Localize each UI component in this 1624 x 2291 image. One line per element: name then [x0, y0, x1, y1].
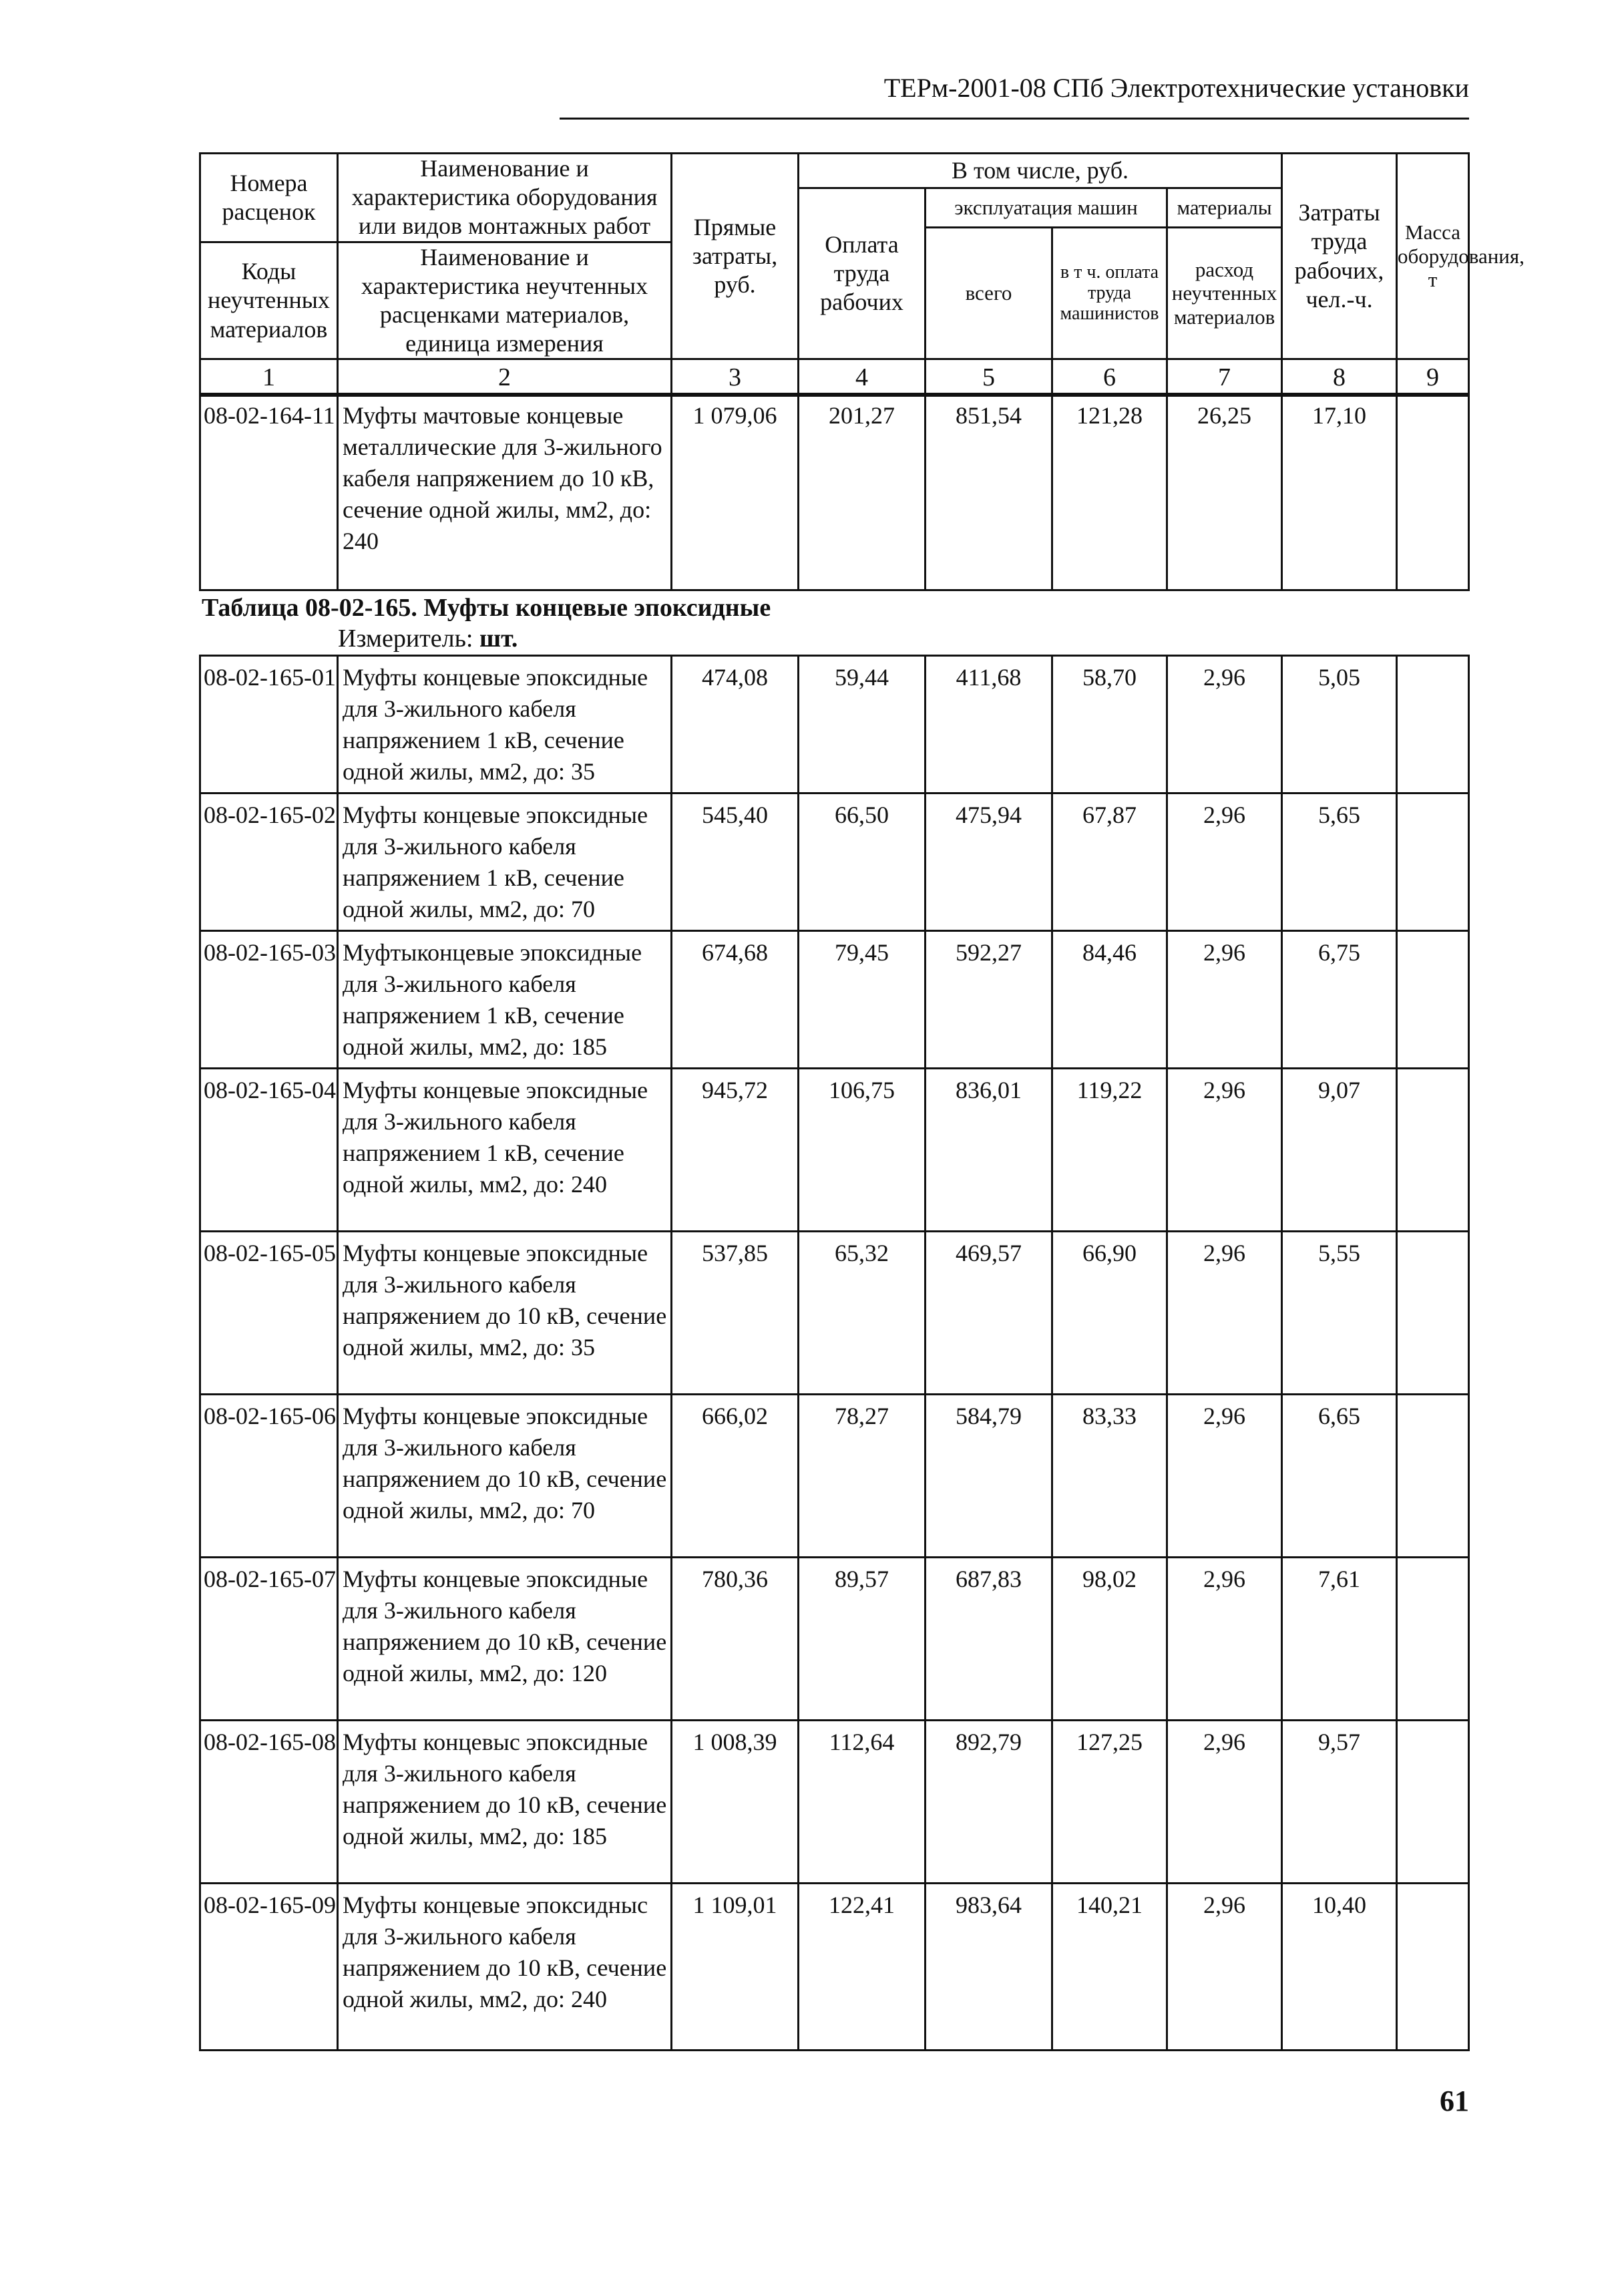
- row-code: 08-02-165-09: [200, 1884, 338, 2051]
- row-name: Муфты концевые эпоксидные для 3-жильного кабеля напряжением до 10 кВ, сечение одной жилы, мм2, до: 35: [338, 1232, 672, 1395]
- row-mass: [1397, 1884, 1469, 2051]
- row-machines-total: 592,27: [926, 931, 1052, 1069]
- table-caption: Таблица 08-02-165. Муфты концевые эпоксидные: [202, 594, 771, 622]
- row-direct-cost: 666,02: [672, 1395, 799, 1558]
- row-labor-pay: 66,50: [799, 794, 926, 931]
- row-code: 08-02-165-07: [200, 1558, 338, 1721]
- column-number: 2: [338, 359, 672, 396]
- row-machines-total: 836,01: [926, 1069, 1052, 1232]
- row-mass: [1397, 1395, 1469, 1558]
- row-name: Муфтыконцевые эпоксидные для 3-жильного кабеля напряжением 1 кВ, сечение одной жилы, мм2, до: 185: [338, 931, 672, 1069]
- row-machinists-pay: 127,25: [1052, 1721, 1167, 1884]
- row-labor-pay: 59,44: [799, 656, 926, 794]
- row-labor-hours: 6,65: [1282, 1395, 1397, 1558]
- column-number: 8: [1282, 359, 1397, 396]
- row-labor-pay: 79,45: [799, 931, 926, 1069]
- running-title: ТЕРм-2001-08 СПб Электротехнические установки: [883, 73, 1469, 103]
- row-labor-pay: 112,64: [799, 1721, 926, 1884]
- row-labor-hours: 5,55: [1282, 1232, 1397, 1395]
- row-labor-hours: 9,07: [1282, 1069, 1397, 1232]
- row-labor-hours: 5,65: [1282, 794, 1397, 931]
- row-direct-cost: 545,40: [672, 794, 799, 931]
- row-code: 08-02-165-05: [200, 1232, 338, 1395]
- column-number: 6: [1052, 359, 1167, 396]
- row-machinists-pay: 66,90: [1052, 1232, 1167, 1395]
- row-materials: 2,96: [1167, 1721, 1282, 1884]
- row-labor-pay: 122,41: [799, 1884, 926, 2051]
- page-number: 61: [1440, 2085, 1469, 2117]
- header-col9: Масса оборудования, т: [1397, 154, 1469, 359]
- row-name: Муфты концевыс эпоксидные для 3-жильного кабеля напряжением до 10 кВ, сечение одной жилы, мм2, до: 185: [338, 1721, 672, 1884]
- header-col1-bottom: Коды неучтенных материалов: [200, 242, 338, 359]
- row-name: Муфты концевые эпоксидные для 3-жильного кабеля напряжением 1 кВ, сечение одной жилы, мм2, до: 35: [338, 656, 672, 794]
- row-machines-total: 584,79: [926, 1395, 1052, 1558]
- row-mass: [1397, 1069, 1469, 1232]
- column-number: 7: [1167, 359, 1282, 396]
- row-labor-pay: 89,57: [799, 1558, 926, 1721]
- row-machines-total: 411,68: [926, 656, 1052, 794]
- row-machinists-pay: 58,70: [1052, 656, 1167, 794]
- row-machinists-pay: 83,33: [1052, 1395, 1167, 1558]
- row-code: 08-02-165-08: [200, 1721, 338, 1884]
- row-machines-total: 892,79: [926, 1721, 1052, 1884]
- row-machines-total: 851,54: [926, 394, 1052, 590]
- row-machinists-pay: 119,22: [1052, 1069, 1167, 1232]
- row-machinists-pay: 67,87: [1052, 794, 1167, 931]
- table-row: [200, 931, 1469, 1069]
- row-machinists-pay: 121,28: [1052, 394, 1167, 590]
- row-materials: 2,96: [1167, 1884, 1282, 2051]
- column-number: 9: [1397, 359, 1469, 396]
- meter-unit: шт.: [479, 625, 518, 653]
- row-mass: [1397, 931, 1469, 1069]
- table-row: [200, 1069, 1469, 1232]
- row-machines-total: 983,64: [926, 1884, 1052, 2051]
- row-machines-total: 469,57: [926, 1232, 1052, 1395]
- row-direct-cost: 674,68: [672, 931, 799, 1069]
- row-code: 08-02-165-02: [200, 794, 338, 931]
- row-mass: [1397, 794, 1469, 931]
- row-machinists-pay: 98,02: [1052, 1558, 1167, 1721]
- table-row: [200, 1721, 1469, 1884]
- row-direct-cost: 537,85: [672, 1232, 799, 1395]
- table-row: [200, 656, 1469, 794]
- table-row: [200, 1558, 1469, 1721]
- table-row: [200, 394, 1469, 590]
- row-mass: [1397, 656, 1469, 794]
- row-name: Муфты концевые эпоксидные для 3-жильного кабеля напряжением до 10 кВ, сечение одной жилы, мм2, до: 70: [338, 1395, 672, 1558]
- row-labor-pay: 65,32: [799, 1232, 926, 1395]
- row-code: 08-02-165-06: [200, 1395, 338, 1558]
- header-col2-top: Наименование и характеристика оборудования или видов монтажных работ: [338, 154, 672, 242]
- header-col4: Оплата труда рабочих: [799, 188, 926, 359]
- row-direct-cost: 1 079,06: [672, 394, 799, 590]
- header-col2-bottom: Наименование и характеристика неучтенных расценками материалов, единица измерения: [338, 242, 672, 359]
- column-number: 1: [200, 359, 338, 396]
- table-row: [200, 1884, 1469, 2051]
- header-materials-group: материалы: [1167, 188, 1282, 228]
- header-col8: Затраты труда рабочих, чел.-ч.: [1282, 154, 1397, 359]
- meter-line: [338, 624, 518, 653]
- row-materials: 2,96: [1167, 1069, 1282, 1232]
- row-labor-hours: 6,75: [1282, 931, 1397, 1069]
- row-materials: 2,96: [1167, 1395, 1282, 1558]
- table-08-02-164-rows: [199, 393, 1470, 591]
- row-labor-hours: 5,05: [1282, 656, 1397, 794]
- table-row: [200, 794, 1469, 931]
- row-name: Муфты концевые эпоксидные для 3-жильного кабеля напряжением 1 кВ, сечение одной жилы, мм2, до: 70: [338, 794, 672, 931]
- row-direct-cost: 474,08: [672, 656, 799, 794]
- row-labor-hours: 9,57: [1282, 1721, 1397, 1884]
- header-col6: в т ч. оплата труда машинистов: [1052, 228, 1167, 359]
- row-materials: 2,96: [1167, 931, 1282, 1069]
- header-rule: [560, 118, 1469, 120]
- header-group-title: В том числе, руб.: [799, 154, 1282, 188]
- row-mass: [1397, 1232, 1469, 1395]
- row-labor-pay: 106,75: [799, 1069, 926, 1232]
- header-col3: Прямые затраты, руб.: [672, 154, 799, 359]
- row-machines-total: 687,83: [926, 1558, 1052, 1721]
- row-direct-cost: 1 008,39: [672, 1721, 799, 1884]
- row-code: 08-02-165-04: [200, 1069, 338, 1232]
- row-labor-pay: 78,27: [799, 1395, 926, 1558]
- header-col1-top: Номера расценок: [200, 154, 338, 242]
- row-code: 08-02-165-01: [200, 656, 338, 794]
- row-materials: 2,96: [1167, 1558, 1282, 1721]
- table-08-02-165-rows: [199, 655, 1470, 2051]
- row-mass: [1397, 1721, 1469, 1884]
- row-mass: [1397, 1558, 1469, 1721]
- table-header: [199, 152, 1525, 397]
- row-machinists-pay: 140,21: [1052, 1884, 1167, 2051]
- row-labor-hours: 10,40: [1282, 1884, 1397, 2051]
- column-number: 4: [799, 359, 926, 396]
- header-machines-group: эксплуатация машин: [926, 188, 1167, 228]
- row-labor-pay: 201,27: [799, 394, 926, 590]
- row-name: Муфты мачтовые концевые металлические для 3-жильного кабеля напряжением до 10 кВ, сечение одной жилы, мм2, до: 240: [338, 394, 672, 590]
- row-machines-total: 475,94: [926, 794, 1052, 931]
- row-materials: 2,96: [1167, 656, 1282, 794]
- row-code: 08-02-164-11: [200, 394, 338, 590]
- row-direct-cost: 1 109,01: [672, 1884, 799, 2051]
- row-materials: 26,25: [1167, 394, 1282, 590]
- row-materials: 2,96: [1167, 794, 1282, 931]
- header-col7: расход неучтенных материалов: [1167, 228, 1282, 359]
- row-direct-cost: 780,36: [672, 1558, 799, 1721]
- row-name: Муфты концевые эпоксидныс для 3-жильного кабеля напряжением до 10 кВ, сечение одной жилы, мм2, до: 240: [338, 1884, 672, 2051]
- row-name: Муфты концевые эпоксидные для 3-жильного кабеля напряжением 1 кВ, сечение одной жилы, мм2, до: 240: [338, 1069, 672, 1232]
- row-labor-hours: 7,61: [1282, 1558, 1397, 1721]
- table-row: [200, 1232, 1469, 1395]
- header-col5: всего: [926, 228, 1052, 359]
- meter-label: Измеритель:: [338, 625, 473, 653]
- row-materials: 2,96: [1167, 1232, 1282, 1395]
- table-row: [200, 1395, 1469, 1558]
- column-number: 3: [672, 359, 799, 396]
- row-machinists-pay: 84,46: [1052, 931, 1167, 1069]
- row-name: Муфты концевые эпоксидные для 3-жильного кабеля напряжением до 10 кВ, сечение одной жилы, мм2, до: 120: [338, 1558, 672, 1721]
- row-direct-cost: 945,72: [672, 1069, 799, 1232]
- column-number: 5: [926, 359, 1052, 396]
- row-mass: [1397, 394, 1469, 590]
- row-labor-hours: 17,10: [1282, 394, 1397, 590]
- row-code: 08-02-165-03: [200, 931, 338, 1069]
